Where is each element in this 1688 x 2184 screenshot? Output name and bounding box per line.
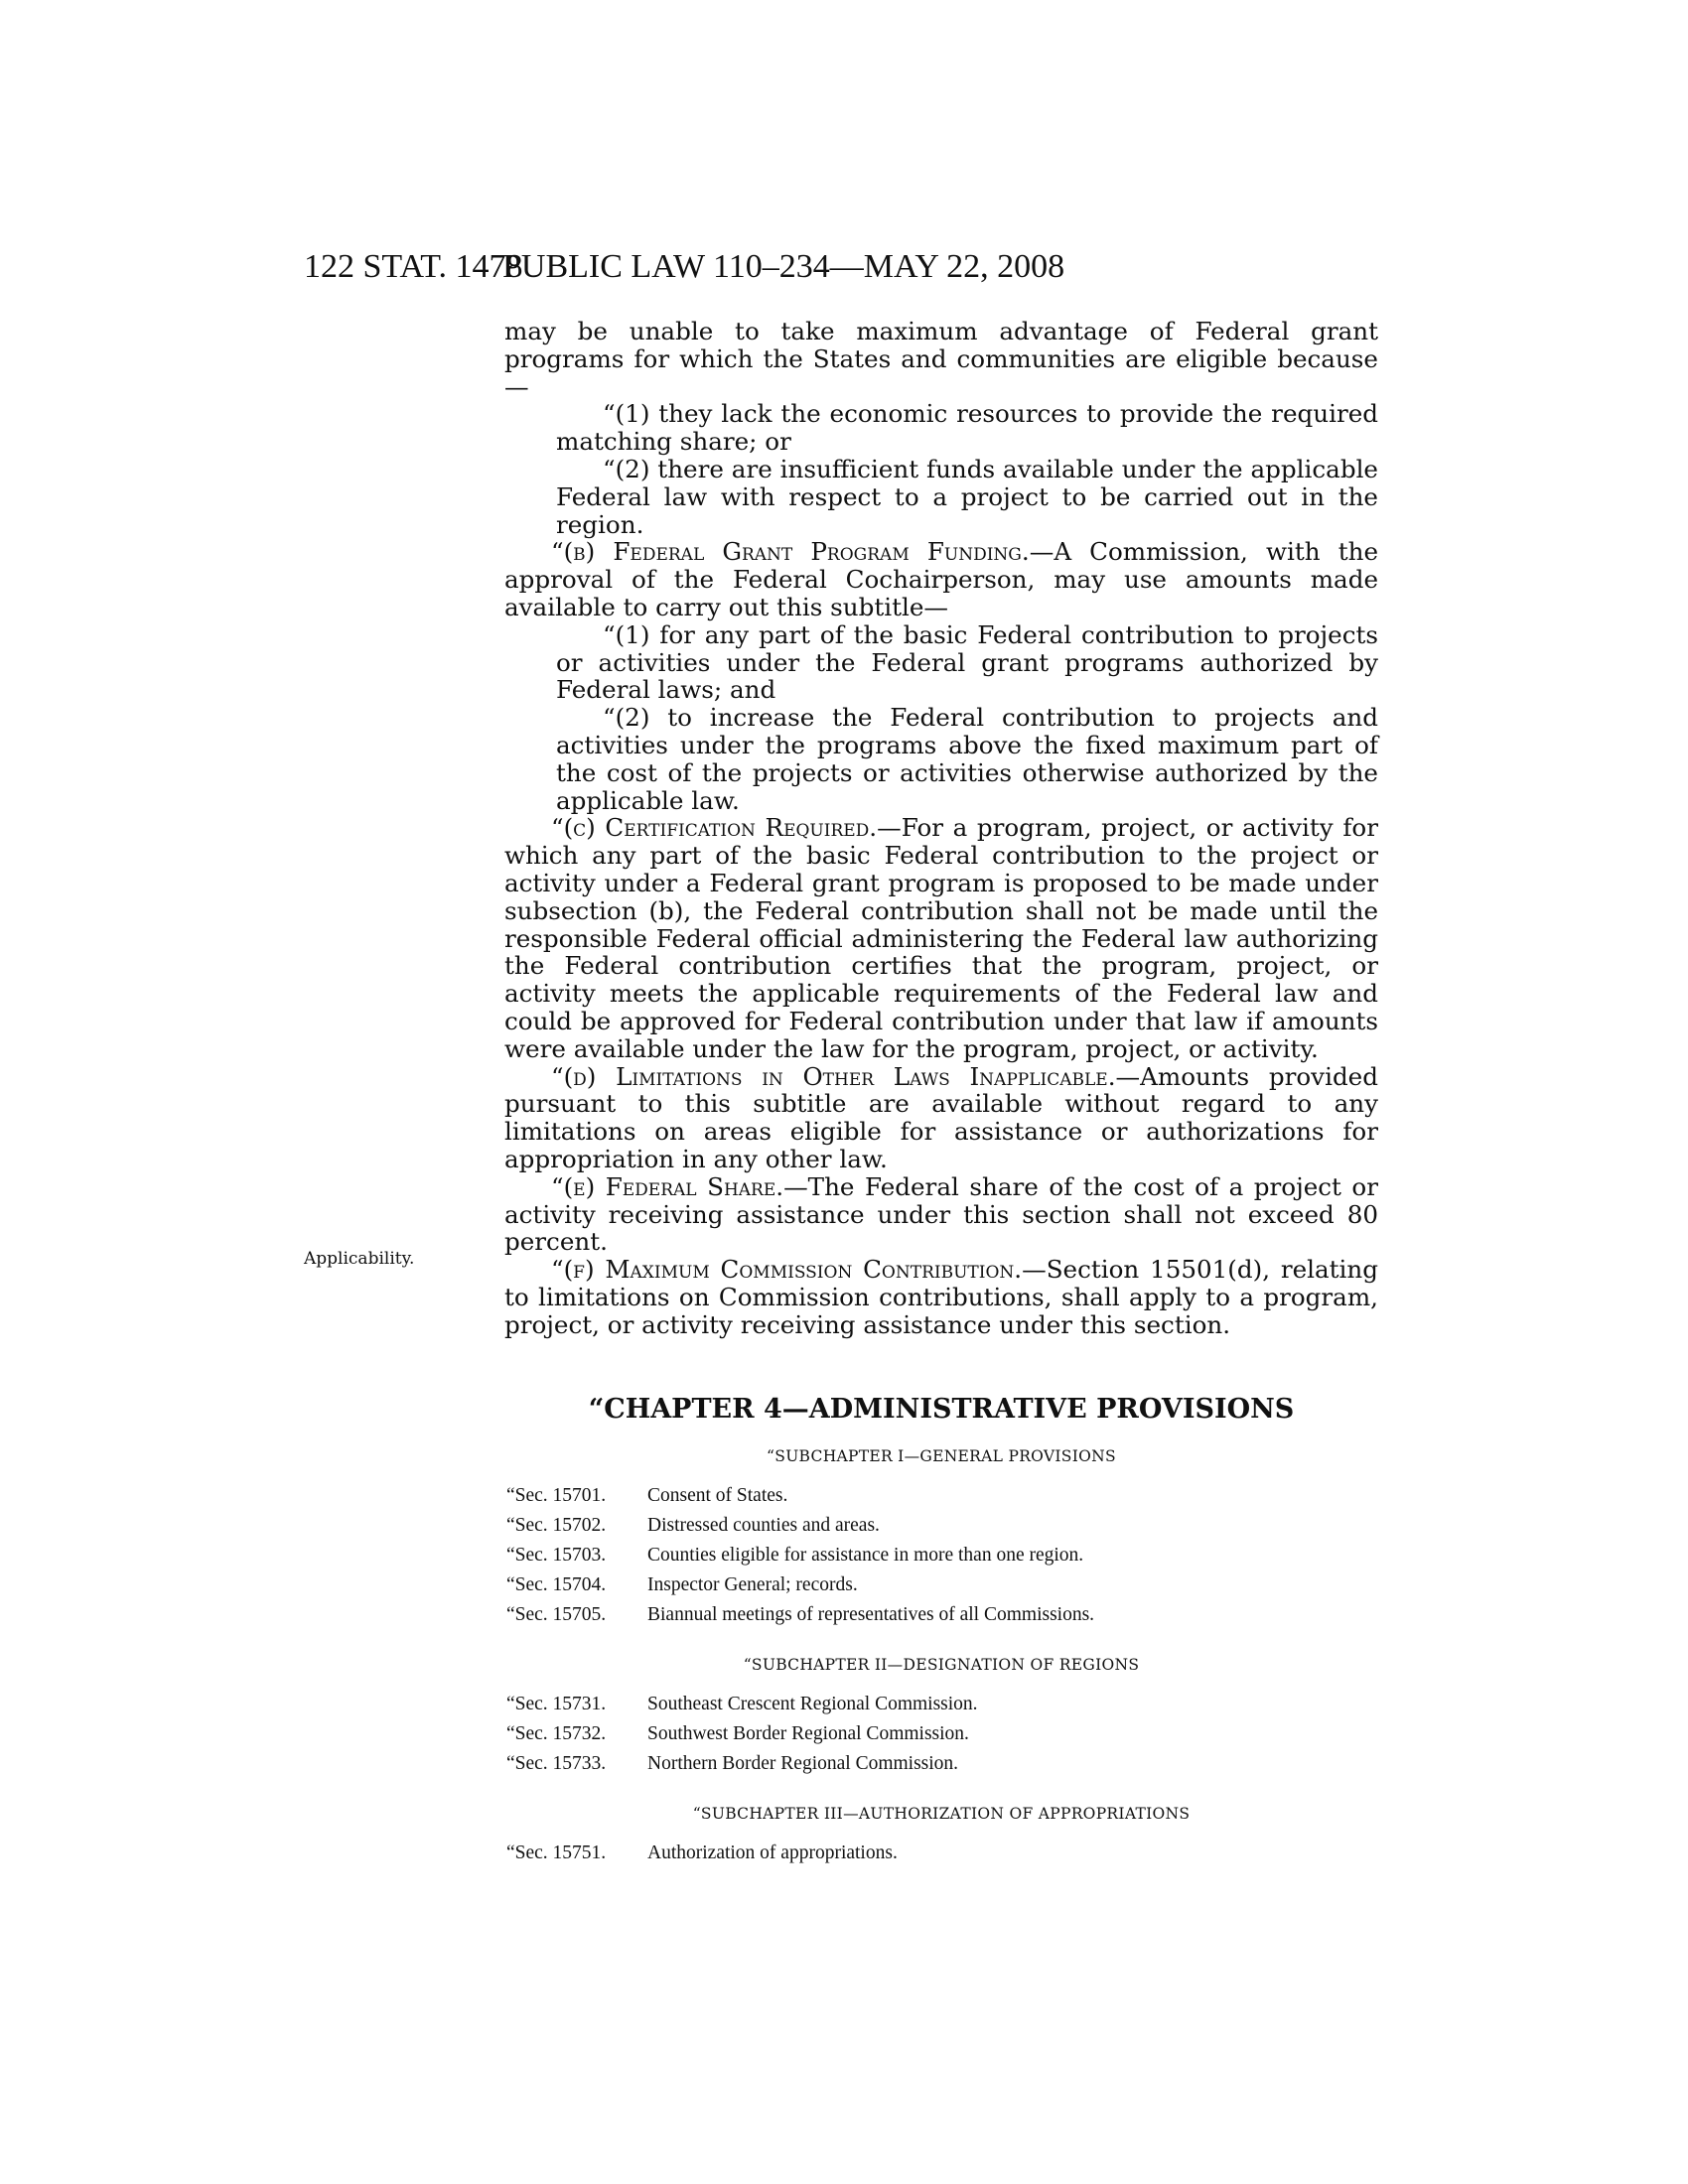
subsection-b bbox=[504, 538, 1378, 620]
chapter-heading: “CHAPTER 4—ADMINISTRATIVE PROVISIONS bbox=[588, 1394, 1295, 1425]
toc-section-title: Biannual meetings of representatives of all Commissions. bbox=[647, 1604, 1095, 1625]
subsection-b-text: —A Commission, with the approval of the Federal Cochairperson, may use amounts made available to carry out this subtitle— bbox=[504, 537, 1378, 621]
subsection-e bbox=[504, 1173, 1378, 1256]
subsection-d bbox=[504, 1063, 1378, 1173]
toc-entry bbox=[506, 1570, 1094, 1600]
section-body bbox=[504, 318, 1378, 1338]
toc-entry bbox=[506, 1690, 978, 1719]
subsection-f bbox=[504, 1256, 1378, 1338]
subsection-b-heading: “(b) Federal Grant Program Funding. bbox=[551, 537, 1030, 567]
toc-section-title: Inspector General; records. bbox=[647, 1574, 858, 1595]
paragraph-a2: “(2) there are insufficient funds available under the applicable Federal law with respect to a project to be carried out in the region. bbox=[556, 454, 1378, 539]
toc-section-number: “Sec. 15704. bbox=[506, 1574, 607, 1595]
toc-section-title: Counties eligible for assistance in more than one region. bbox=[647, 1545, 1084, 1566]
toc-section-number: “Sec. 15705. bbox=[506, 1604, 607, 1625]
subsection-e-text: —The Federal share of the cost of a project or activity receiving assistance under this section shall not exceed 80 percent. bbox=[504, 1171, 1378, 1257]
subchapter-2-toc bbox=[506, 1690, 978, 1779]
subsection-e-heading: “(e) Federal Share. bbox=[551, 1171, 784, 1201]
paragraph-b1: “(1) for any part of the basic Federal contribution to projects or activities under the Federal grant programs authorized by Federal laws; and bbox=[556, 619, 1378, 705]
toc-entry bbox=[506, 1481, 1094, 1511]
toc-section-number: “Sec. 15702. bbox=[506, 1515, 607, 1536]
toc-entry bbox=[506, 1511, 1094, 1541]
subsection-d-heading: “(d) Limitations in Other Laws Inapplicable. bbox=[551, 1061, 1116, 1091]
toc-entry bbox=[506, 1719, 978, 1749]
toc-section-title: Distressed counties and areas. bbox=[647, 1515, 880, 1536]
subsection-c-heading: “(c) Certification Required. bbox=[551, 813, 878, 843]
toc-section-number: “Sec. 15732. bbox=[506, 1723, 607, 1744]
toc-section-title: Authorization of appropriations. bbox=[647, 1843, 898, 1863]
subsection-c-text: —For a program, project, or activity for which any part of the basic Federal contribution to the project or activity under a Federal grant program is proposed to be made under subsection (b), the Federal contribution shall not be made until the responsible Federal official administering the Federal law authorizing the Federal contribution certifies that the program, project, or activity meets the applicable requirements of the Federal law and could be approved for Federal contribution under that law if amounts were available under the law for the program, project, or activity. bbox=[504, 813, 1378, 1063]
toc-entry bbox=[506, 1749, 978, 1779]
subsection-c bbox=[504, 814, 1378, 1062]
toc-entry bbox=[506, 1839, 898, 1868]
public-law-citation: PUBLIC LAW 110–234—MAY 22, 2008 bbox=[502, 248, 1065, 285]
toc-section-title: Northern Border Regional Commission. bbox=[647, 1753, 959, 1774]
paragraph-a1: “(1) they lack the economic resources to provide the required matching share; or bbox=[556, 399, 1378, 457]
subchapter-1-heading: “SUBCHAPTER I—GENERAL PROVISIONS bbox=[767, 1447, 1116, 1465]
toc-section-title: Southeast Crescent Regional Commission. bbox=[647, 1694, 978, 1714]
toc-entry bbox=[506, 1541, 1094, 1570]
toc-section-number: “Sec. 15703. bbox=[506, 1545, 607, 1566]
toc-section-title: Consent of States. bbox=[647, 1485, 788, 1506]
statute-page-number: 122 STAT. 1478 bbox=[304, 248, 523, 285]
toc-section-number: “Sec. 15701. bbox=[506, 1485, 607, 1506]
subsection-f-heading: “(f) Maximum Commission Contribution. bbox=[551, 1255, 1023, 1285]
toc-entry bbox=[506, 1600, 1094, 1630]
toc-section-number: “Sec. 15731. bbox=[506, 1694, 607, 1714]
margin-note-applicability: Applicability. bbox=[304, 1249, 415, 1269]
paragraph-b2: “(2) to increase the Federal contribution to projects and activities under the programs above the fixed maximum part of the cost of the projects or activities otherwise authorized by the applicable law. bbox=[556, 703, 1378, 815]
toc-section-title: Southwest Border Regional Commission. bbox=[647, 1723, 969, 1744]
subchapter-3-heading: “SUBCHAPTER III—AUTHORIZATION OF APPROPRIATIONS bbox=[692, 1805, 1191, 1823]
toc-section-number: “Sec. 15751. bbox=[506, 1843, 607, 1863]
subchapter-2-heading: “SUBCHAPTER II—DESIGNATION OF REGIONS bbox=[743, 1656, 1140, 1674]
toc-section-number: “Sec. 15733. bbox=[506, 1753, 607, 1774]
subsection-d-text: —Amounts provided pursuant to this subtitle are available without regard to any limitations on areas eligible for assistance or authorizations for appropriation in any other law. bbox=[504, 1061, 1378, 1173]
subchapter-1-toc bbox=[506, 1481, 1094, 1630]
subchapter-3-toc bbox=[506, 1839, 898, 1868]
subsection-f-text: —Section 15501(d), relating to limitations on Commission contributions, shall apply to a program, project, or activity receiving assistance under this section. bbox=[504, 1255, 1378, 1339]
intro-paragraph: may be unable to take maximum advantage of Federal grant programs for which the States and communities are eligible because— bbox=[504, 317, 1378, 401]
